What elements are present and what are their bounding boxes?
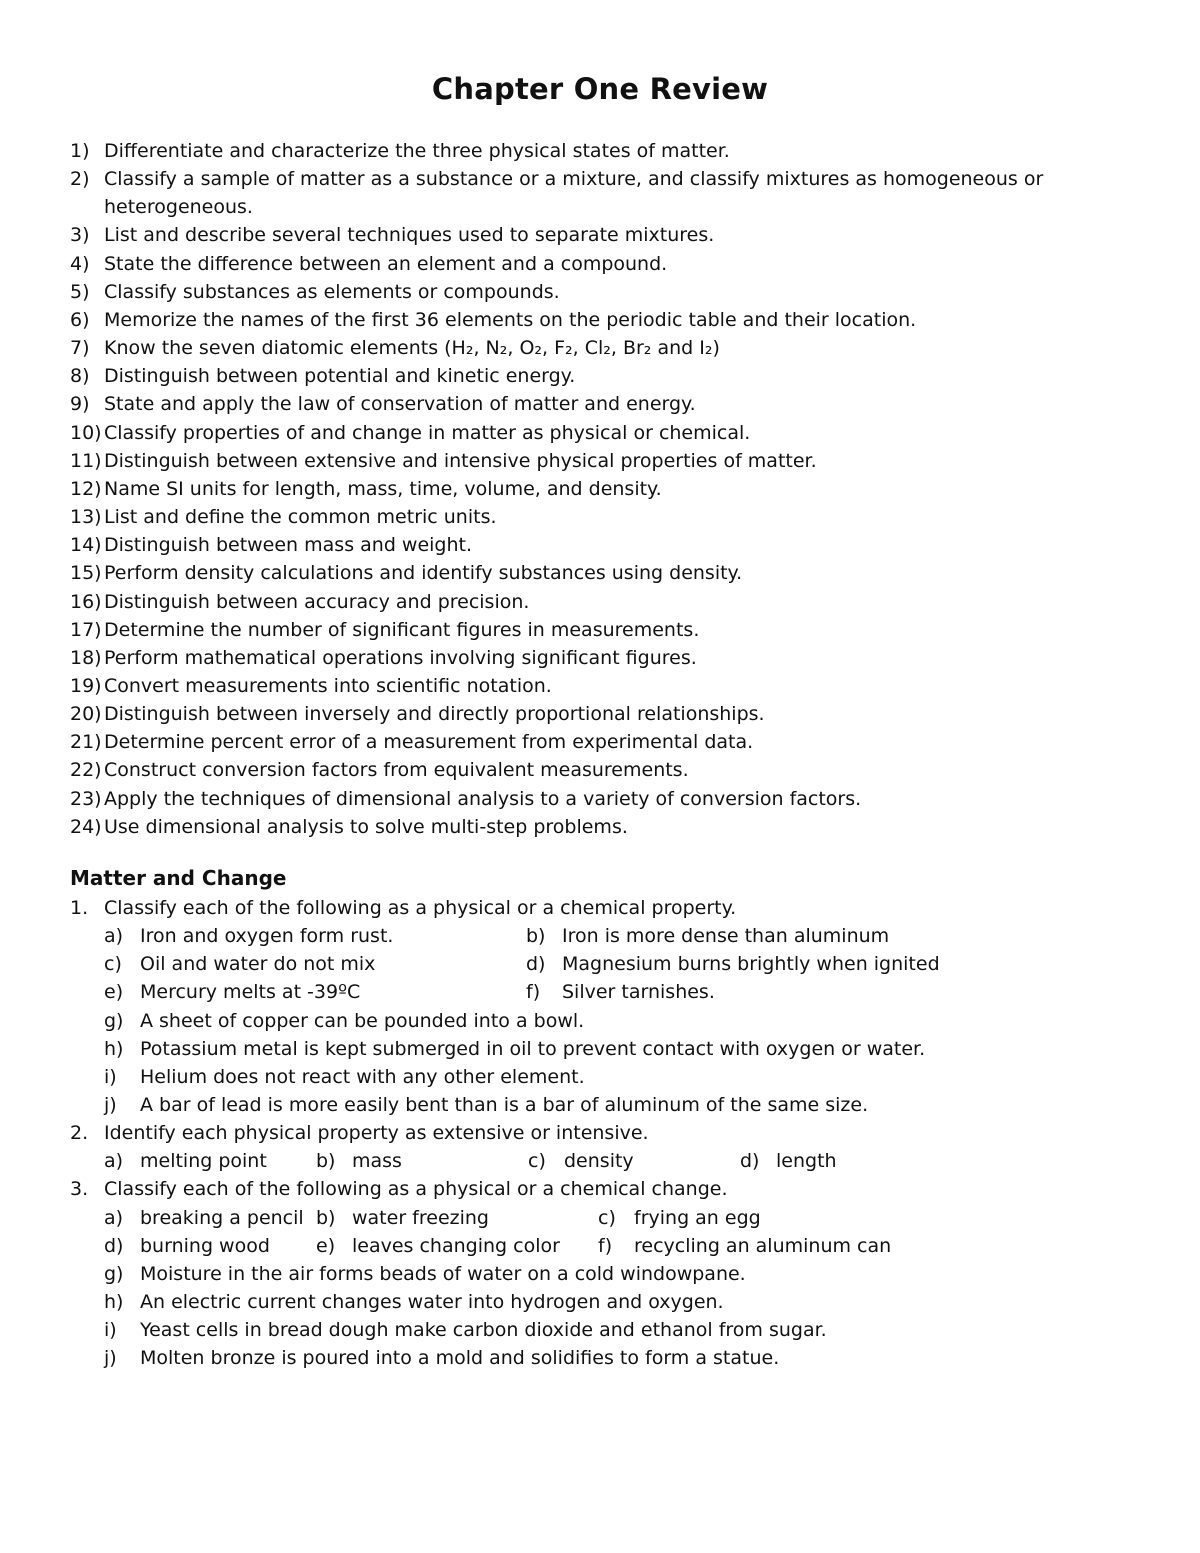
question-number: 3. (70, 1178, 89, 1201)
option-label: d) (526, 953, 546, 976)
objective-item (70, 278, 1150, 306)
objective-item (70, 475, 1150, 503)
objective-text: Perform density calculations and identify substances using density. (104, 562, 743, 585)
objective-item (70, 531, 1150, 559)
option-label: h) (104, 1037, 124, 1060)
objective-text: Perform mathematical operations involving significant figures. (104, 646, 697, 669)
objective-text: Determine percent error of a measurement from experimental data. (104, 731, 754, 754)
question-option (104, 978, 360, 1006)
option-text: A bar of lead is more easily bent than is a bar of aluminum of the same size. (140, 1094, 869, 1116)
question-option (526, 950, 940, 978)
objective-number: 14) (70, 534, 102, 557)
objective-item (70, 588, 1150, 616)
question-options-row (104, 1035, 1150, 1063)
option-text: Iron and oxygen form rust. (140, 925, 394, 948)
objective-item (70, 447, 1150, 475)
option-text: A sheet of copper can be pounded into a bowl. (140, 1009, 585, 1032)
option-label: g) (104, 1009, 124, 1032)
objective-text: Distinguish between mass and weight. (104, 534, 473, 557)
question-option (526, 978, 715, 1006)
option-label: f) (526, 981, 541, 1004)
objective-item (70, 165, 1150, 193)
option-text: Helium does not react with any other element. (140, 1065, 585, 1088)
question-option (316, 1204, 489, 1232)
objective-text: Distinguish between potential and kinetic energy. (104, 365, 576, 388)
objective-item (70, 644, 1150, 672)
option-label: a) (104, 925, 124, 948)
question-item (70, 894, 1150, 922)
question-options-row (104, 1260, 1150, 1288)
option-text: recycling an aluminum can (634, 1234, 892, 1257)
objective-text: List and describe several techniques used to separate mixtures. (104, 224, 715, 247)
objective-text: Distinguish between extensive and intensive physical properties of matter. (104, 449, 817, 472)
option-text: breaking a pencil (140, 1206, 304, 1229)
option-label: f) (598, 1234, 613, 1257)
objective-number: 5) (70, 280, 90, 303)
option-label: c) (528, 1150, 546, 1173)
objective-text: Convert measurements into scientific notation. (104, 674, 552, 697)
option-text: frying an egg (634, 1206, 761, 1229)
objective-item (70, 785, 1150, 813)
objective-number: 11) (70, 449, 102, 472)
objectives-list (70, 137, 1150, 841)
objective-number: 10) (70, 421, 102, 444)
question-option (104, 1035, 925, 1063)
question-option (104, 1316, 827, 1344)
question-options-row (104, 1063, 1150, 1091)
objective-number: 20) (70, 703, 102, 726)
question-option (598, 1204, 761, 1232)
objective-number: 6) (70, 308, 90, 331)
option-text: Yeast cells in bread dough make carbon dioxide and ethanol from sugar. (140, 1319, 827, 1342)
option-label: i) (104, 1319, 117, 1342)
option-label: a) (104, 1206, 124, 1229)
option-label: b) (316, 1206, 336, 1229)
objective-number: 23) (70, 787, 102, 810)
question-option (104, 1344, 779, 1372)
objective-number: 18) (70, 646, 102, 669)
objective-item (70, 756, 1150, 784)
option-text: Potassium metal is kept submerged in oil to prevent contact with oxygen or water. (140, 1037, 926, 1060)
question-options-row (104, 1232, 1150, 1260)
option-label: c) (104, 953, 122, 976)
objective-number: 2) (70, 168, 90, 191)
objective-item (70, 334, 1150, 362)
objective-text: Distinguish between inversely and directly proportional relationships. (104, 703, 765, 726)
option-label: i) (104, 1065, 117, 1088)
objective-text: Use dimensional analysis to solve multi-step problems. (104, 815, 628, 838)
objective-item (70, 250, 1150, 278)
option-label: g) (104, 1262, 124, 1285)
objective-item (70, 503, 1150, 531)
option-text: mass (352, 1150, 402, 1173)
option-text: Molten bronze is poured into a mold and solidifies to form a statue. (140, 1347, 780, 1370)
objective-text: Determine the number of significant figures in measurements. (104, 618, 700, 641)
option-label: h) (104, 1291, 124, 1314)
objective-item-continued (70, 193, 1150, 221)
question-option (104, 1063, 585, 1091)
question-option (740, 1147, 837, 1175)
option-text: length (776, 1150, 837, 1173)
question-options-row (104, 1344, 1150, 1372)
question-option (104, 1288, 724, 1316)
question-option (104, 1091, 868, 1119)
question-options-row (104, 1288, 1150, 1316)
option-text: Oil and water do not mix (140, 953, 376, 976)
option-text: density (564, 1150, 634, 1173)
objective-number: 9) (70, 393, 90, 416)
objective-number: 12) (70, 477, 102, 500)
question-item (70, 1175, 1150, 1203)
objective-item (70, 559, 1150, 587)
objective-number: 19) (70, 674, 102, 697)
question-option (104, 1204, 304, 1232)
objective-item (70, 672, 1150, 700)
objective-item (70, 390, 1150, 418)
question-option (316, 1147, 402, 1175)
question-options-row (104, 1007, 1150, 1035)
objective-number: 16) (70, 590, 102, 613)
objective-number: 8) (70, 365, 90, 388)
objective-number: 24) (70, 815, 102, 838)
option-text: Mercury melts at -39ºC (140, 981, 361, 1004)
question-option (104, 950, 375, 978)
option-label: a) (104, 1150, 124, 1173)
objective-text-continued: heterogeneous. (104, 196, 253, 219)
objective-number: 21) (70, 731, 102, 754)
option-label: j) (104, 1094, 117, 1116)
question-option (104, 1007, 584, 1035)
option-text: Moisture in the air forms beads of water on a cold windowpane. (140, 1262, 746, 1285)
option-text: Magnesium burns brightly when ignited (562, 953, 940, 976)
question-number: 2. (70, 1122, 89, 1145)
objective-item (70, 813, 1150, 841)
objective-text: Know the seven diatomic elements (H₂, N₂, O₂, F₂, Cl₂, Br₂ and I₂) (104, 337, 720, 360)
objective-item (70, 221, 1150, 249)
question-option (316, 1232, 560, 1260)
page-title: Chapter One Review (431, 72, 769, 106)
objective-number: 7) (70, 337, 90, 360)
objective-text: Classify substances as elements or compounds. (104, 280, 560, 303)
objective-text: Apply the techniques of dimensional analysis to a variety of conversion factors. (104, 787, 862, 810)
objective-text: Construct conversion factors from equivalent measurements. (104, 759, 689, 782)
objective-text: List and define the common metric units. (104, 506, 497, 529)
option-text: Iron is more dense than aluminum (562, 925, 890, 948)
question-number: 1. (70, 897, 89, 919)
objective-text: Name SI units for length, mass, time, volume, and density. (104, 477, 662, 500)
question-prompt: Identify each physical property as extensive or intensive. (104, 1122, 649, 1145)
question-option (526, 922, 889, 950)
question-options-row (104, 1147, 1150, 1175)
question-option (528, 1147, 634, 1175)
option-text: leaves changing color (352, 1234, 560, 1257)
question-options-row (104, 1091, 1150, 1119)
objective-item (70, 616, 1150, 644)
objective-text: State the difference between an element and a compound. (104, 252, 668, 275)
question-options-row (104, 1204, 1150, 1232)
option-label: e) (316, 1234, 336, 1257)
question-option (104, 1147, 267, 1175)
option-text: melting point (140, 1150, 267, 1173)
objective-item (70, 419, 1150, 447)
objective-number: 1) (70, 140, 90, 162)
option-text: An electric current changes water into hydrogen and oxygen. (140, 1291, 724, 1314)
section-title: Matter and Change (70, 866, 287, 890)
objective-text: Memorize the names of the first 36 elements on the periodic table and their location. (104, 308, 917, 331)
question-option (104, 922, 393, 950)
objective-number: 13) (70, 506, 102, 529)
question-options-row (104, 950, 1150, 978)
objective-text: Classify a sample of matter as a substance or a mixture, and classify mixtures as homogeneous or (104, 168, 1044, 191)
option-text: water freezing (352, 1206, 489, 1229)
option-text: Silver tarnishes. (562, 981, 715, 1004)
option-label: j) (104, 1347, 117, 1370)
option-label: b) (526, 925, 546, 948)
question-item (70, 1119, 1150, 1147)
option-label: c) (598, 1206, 616, 1229)
objective-number: 22) (70, 759, 102, 782)
question-option (104, 1232, 270, 1260)
objective-number: 4) (70, 252, 90, 275)
question-prompt: Classify each of the following as a physical or a chemical change. (104, 1178, 728, 1201)
objective-item (70, 306, 1150, 334)
objective-item (70, 362, 1150, 390)
objective-item (70, 700, 1150, 728)
option-label: b) (316, 1150, 336, 1173)
questions-list (70, 894, 1150, 1372)
question-options-row (104, 922, 1150, 950)
option-text: burning wood (140, 1234, 270, 1257)
option-label: d) (740, 1150, 760, 1173)
objective-item (70, 137, 1150, 165)
question-options-row (104, 978, 1150, 1006)
option-label: d) (104, 1234, 124, 1257)
option-label: e) (104, 981, 124, 1004)
question-options-row (104, 1316, 1150, 1344)
objective-item (70, 728, 1150, 756)
objective-number: 15) (70, 562, 102, 585)
question-option (104, 1260, 746, 1288)
objective-number: 3) (70, 224, 90, 247)
question-option (598, 1232, 891, 1260)
objective-text: Differentiate and characterize the three physical states of matter. (104, 140, 730, 162)
objective-text: Distinguish between accuracy and precision. (104, 590, 530, 613)
objective-number: 17) (70, 618, 102, 641)
objective-text: State and apply the law of conservation of matter and energy. (104, 393, 696, 416)
question-prompt: Classify each of the following as a physical or a chemical property. (104, 897, 737, 919)
objective-text: Classify properties of and change in matter as physical or chemical. (104, 421, 751, 444)
